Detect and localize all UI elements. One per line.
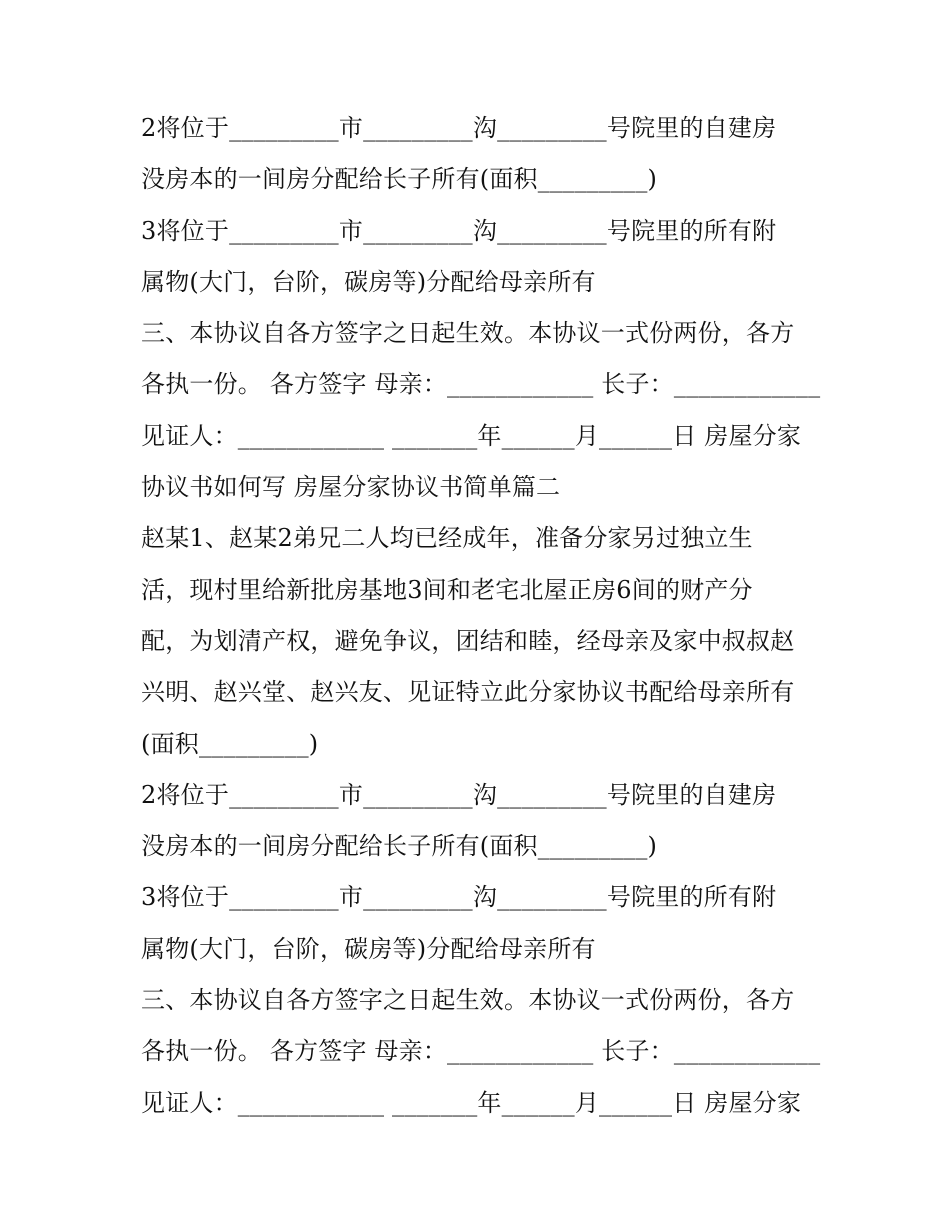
text-line: 各执一份。 各方签字 母亲：____________ 长子：____________	[141, 1037, 821, 1066]
text-line: 三、本协议自各方签字之日起生效。本协议一式份两份，各方	[141, 319, 795, 348]
text-line: 2将位于_________市_________沟_________号院里的自建房	[141, 780, 777, 809]
text-line: 3将位于_________市_________沟_________号院里的所有附	[141, 216, 777, 245]
document-body	[141, 103, 821, 1129]
text-line: 属物(大门，台阶，碳房等)分配给母亲所有	[141, 267, 596, 296]
text-line: 兴明、赵兴堂、赵兴友、见证特立此分家协议书配给母亲所有	[141, 678, 795, 707]
text-line: 属物(大门，台阶，碳房等)分配给母亲所有	[141, 934, 596, 963]
text-line: 2将位于_________市_________沟_________号院里的自建房	[141, 114, 777, 142]
text-line: (面积_________)	[141, 729, 319, 758]
text-line: 活，现村里给新批房基地3间和老宅北屋正房6间的财产分	[141, 575, 753, 604]
text-line: 配，为划清产权，避免争议，团结和睦，经母亲及家中叔叔赵	[141, 626, 795, 655]
text-line: 3将位于_________市_________沟_________号院里的所有附	[141, 883, 777, 912]
text-line: 见证人：____________ _______年______月______日 房屋分家	[141, 1088, 802, 1117]
text-line: 各执一份。 各方签字 母亲：____________ 长子：____________	[141, 370, 821, 399]
text-line: 赵某1、赵某2弟兄二人均已经成年，准备分家另过独立生	[141, 524, 753, 553]
section-heading-line: 协议书如何写 房屋分家协议书简单篇二	[141, 473, 561, 502]
text-line: 没房本的一间房分配给长子所有(面积_________)	[141, 832, 658, 861]
text-line: 见证人：____________ _______年______月______日 房屋分家	[141, 421, 802, 450]
text-line: 没房本的一间房分配给长子所有(面积_________)	[141, 165, 658, 194]
text-line: 三、本协议自各方签字之日起生效。本协议一式份两份，各方	[141, 986, 795, 1015]
